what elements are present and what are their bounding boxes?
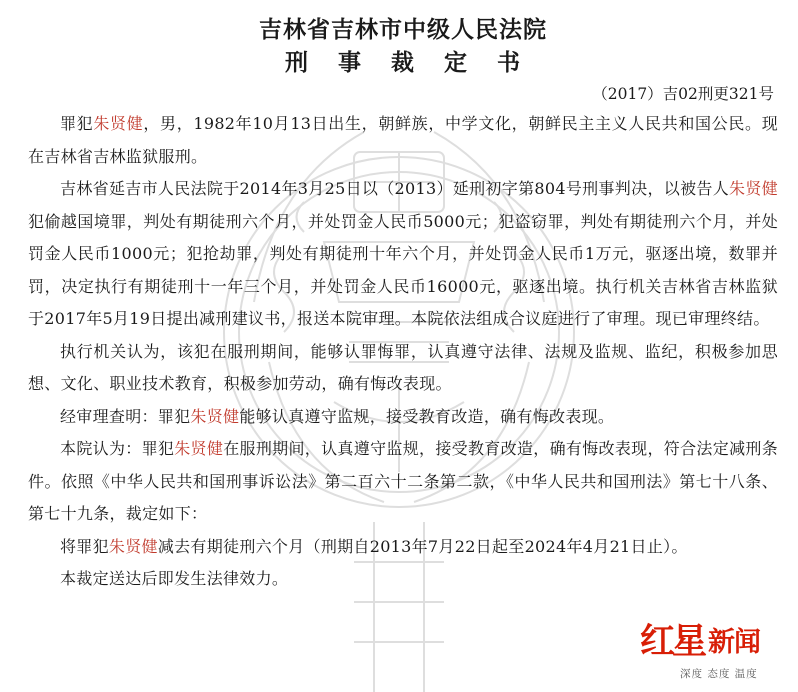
document-body <box>28 108 778 596</box>
paragraph <box>28 173 778 336</box>
paragraph <box>28 563 778 596</box>
paragraph <box>28 433 778 531</box>
paragraph-text: 吉林省延吉市人民法院于2014年3月25日以（2013）延刑初字第804号刑事判决，以被告人 <box>60 179 730 198</box>
logo-wordmark <box>640 614 790 664</box>
logo-brand-main: 红星 <box>640 622 705 662</box>
judgment-document <box>28 14 778 596</box>
court-name-heading: 吉林省吉林市中级人民法院 <box>259 17 547 43</box>
paragraph-text: 能够认真遵守监规，接受教育改造，确有悔改表现。 <box>239 406 615 426</box>
paragraph-text: 在服刑期间，认真遵守监规，接受教育改造，确有悔改表现，符合法定减刑条件。依照《中华人民共和国刑事诉讼法》第二百六十二条第二款，《中华人民共和国刑法》第七十八条、第七十九条，裁定如下： <box>28 439 779 523</box>
paragraph-text: 犯偷越国境罪，判处有期徒刑六个月，并处罚金人民币5000元；犯盗窃罪，判处有期徒刑六个月，并处罚金人民币1000元；犯抢劫罪，判处有期徒刑十年六个月，并处罚金人民币1万元，驱逐出境，数罪并罚，决定执行有期徒刑十一年三个月，并处罚金人民币16000元，驱逐出境。执行机关吉林省吉林监狱于2017年5月19日提出减刑建议书，报送本院审理。本院依法组成合议庭进行了审理。现已审理终结。 <box>28 211 778 328</box>
defendant-name: 朱贤健 <box>729 179 778 198</box>
paragraph-text: ，男，1982年10月13日出生，朝鲜族，中学文化，朝鲜民主主义人民共和国公民。现在吉林省吉林监狱服刑。 <box>28 114 778 166</box>
logo-brand-sub: 新闻 <box>708 626 761 658</box>
paragraph <box>28 108 778 173</box>
paragraph-text: 本院认为：罪犯 <box>60 439 175 458</box>
defendant-name: 朱贤健 <box>93 114 144 133</box>
paragraph <box>28 336 778 401</box>
paragraph-text: 将罪犯 <box>60 536 109 556</box>
document-type-heading: 刑 事 裁 定 书 <box>284 50 532 76</box>
paragraph <box>28 531 778 564</box>
defendant-name: 朱贤健 <box>174 439 224 458</box>
paragraph-text: 本裁定送达后即发生法律效力。 <box>60 569 289 588</box>
news-logo <box>640 614 790 684</box>
case-number: （2017）吉02刑更321号 <box>592 85 774 103</box>
paragraph-text: 减去有期徒刑六个月（刑期自2013年7月22日起至2024年4月21日止）。 <box>157 536 688 556</box>
paragraph-text: 经审理查明：罪犯 <box>60 406 191 426</box>
paragraph <box>28 401 778 434</box>
defendant-name: 朱贤健 <box>190 406 240 426</box>
defendant-name: 朱贤健 <box>108 536 158 556</box>
paragraph-text: 执行机关认为，该犯在服刑期间，能够认罪悔罪，认真遵守法律、法规及监规、监纪，积极参加思想、文化、职业技术教育，积极参加劳动，确有悔改表现。 <box>28 341 778 393</box>
paragraph-text: 罪犯 <box>60 114 94 133</box>
logo-tagline: 深度 态度 温度 <box>680 668 758 680</box>
